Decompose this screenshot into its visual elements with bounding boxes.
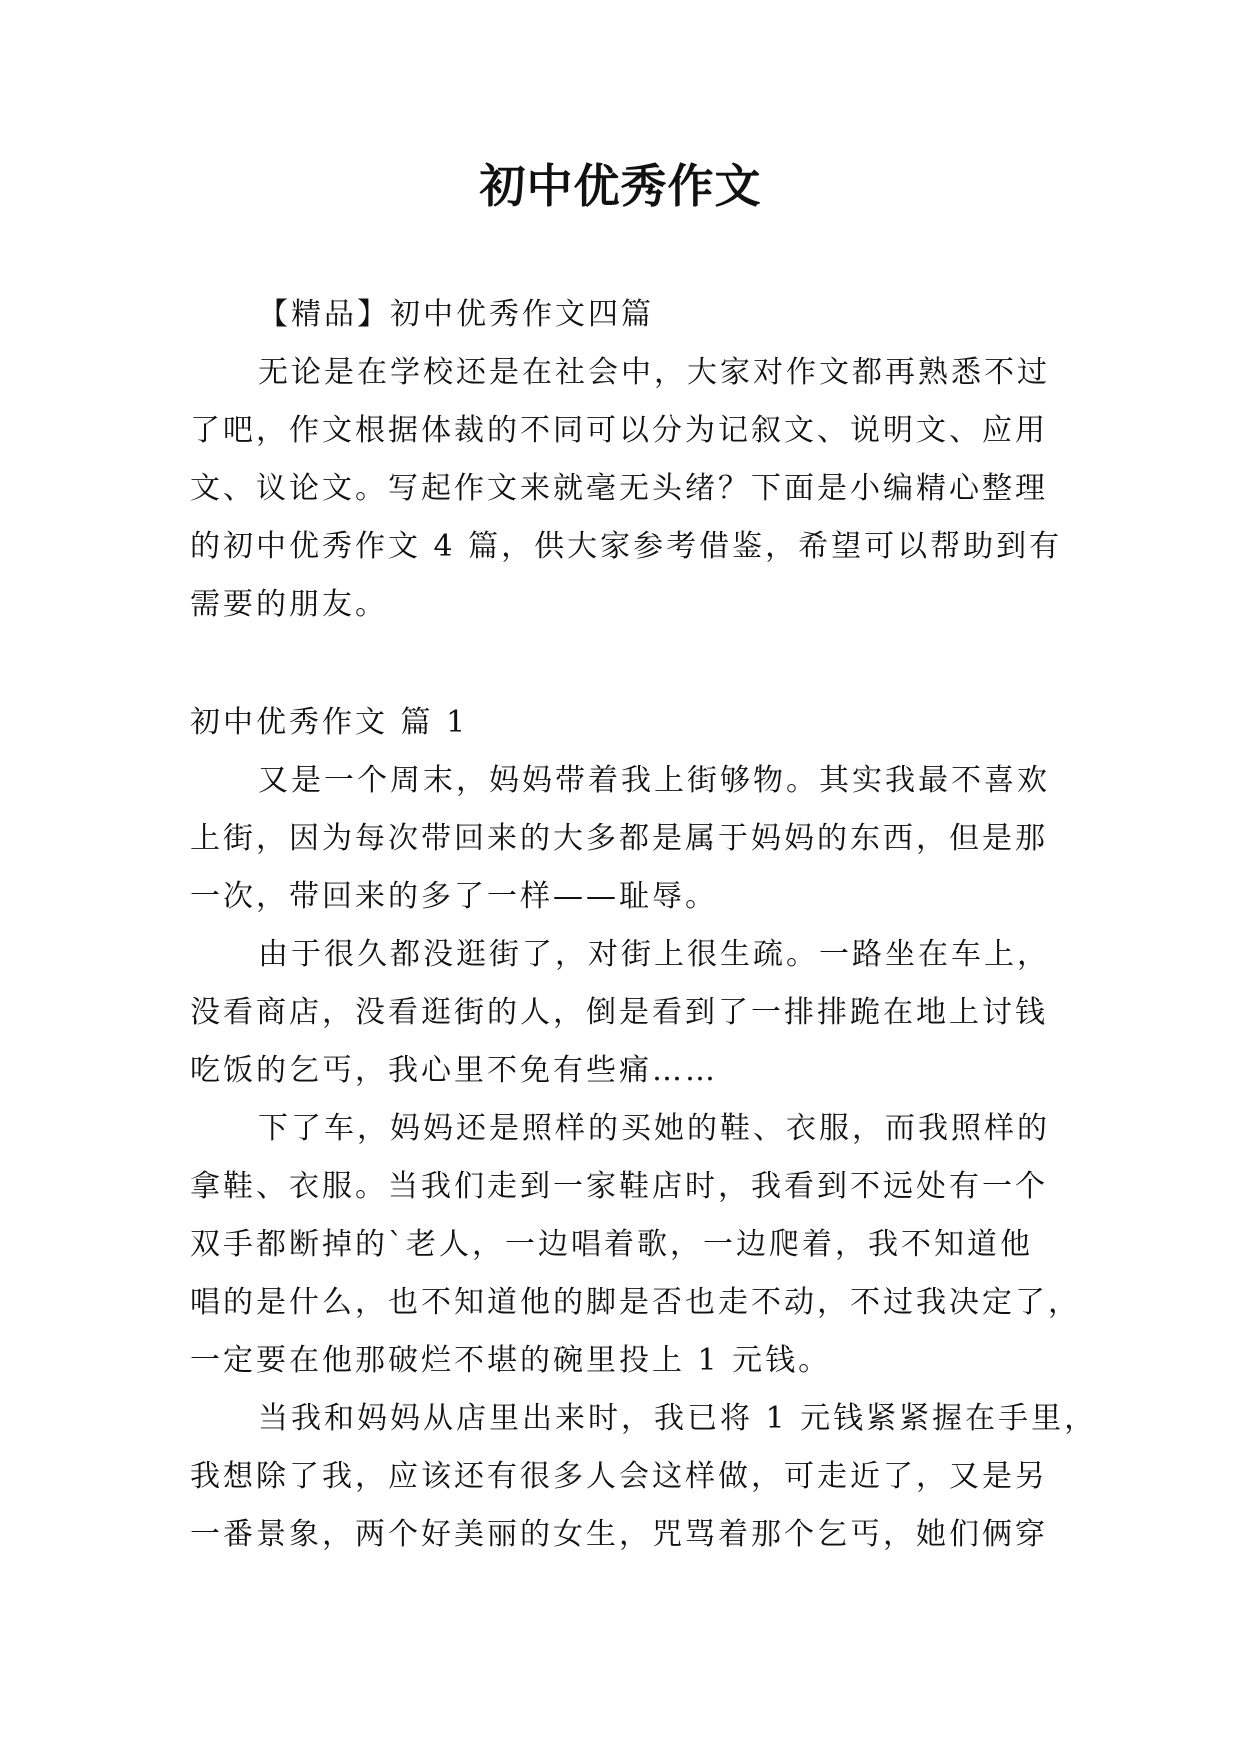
paragraph-line: 又是一个周末，妈妈带着我上街够物。其实我最不喜欢 [258, 763, 1050, 798]
paragraph-line: 一次，带回来的多了一样——耻辱。 [190, 879, 718, 914]
document-body [190, 286, 1098, 1564]
document-title: 初中优秀作文 [479, 159, 762, 213]
paragraph-line: 吃饭的乞丐，我心里不免有些痛…… [190, 1053, 718, 1088]
section-spacer [190, 634, 1060, 694]
intro-line: 的初中优秀作文 4 篇，供大家参考借鉴，希望可以帮助到有 [190, 529, 1063, 564]
paragraph-line: 由于很久都没逛街了，对街上很生疏。一路坐在车上， [258, 937, 1050, 972]
paragraph-line: 当我和妈妈从店里出来时，我已将 1 元钱紧紧握在手里， [258, 1401, 1098, 1436]
paragraph-line: 一定要在他那破烂不堪的碗里投上 1 元钱。 [190, 1343, 832, 1378]
paragraph-line: 上街，因为每次带回来的大多都是属于妈妈的东西，但是那 [190, 821, 1048, 856]
paragraph-line: 下了车，妈妈还是照样的买她的鞋、衣服，而我照样的 [258, 1111, 1050, 1146]
document-subtitle: 【精品】初中优秀作文四篇 [258, 297, 654, 332]
paragraph-line: 没看商店，没看逛街的人，倒是看到了一排排跪在地上讨钱 [190, 995, 1048, 1030]
intro-line: 了吧，作文根据体裁的不同可以分为记叙文、说明文、应用 [190, 413, 1048, 448]
paragraph-line: 双手都断掉的`老人，一边唱着歌，一边爬着，我不知道他 [190, 1227, 1033, 1262]
intro-line: 无论是在学校还是在社会中，大家对作文都再熟悉不过 [258, 355, 1050, 390]
paragraph-line: 拿鞋、衣服。当我们走到一家鞋店时，我看到不远处有一个 [190, 1169, 1048, 1204]
paragraph-line: 一番景象，两个好美丽的女生，咒骂着那个乞丐，她们俩穿 [190, 1517, 1048, 1552]
paragraph-line: 唱的是什么，也不知道他的脚是否也走不动，不过我决定了， [190, 1285, 1081, 1320]
section-heading: 初中优秀作文 篇 1 [190, 705, 469, 740]
intro-line: 文、议论文。写起作文来就毫无头绪？下面是小编精心整理 [190, 471, 1048, 506]
intro-line: 需要的朋友。 [190, 587, 388, 622]
paragraph-line: 我想除了我，应该还有很多人会这样做，可走近了，又是另 [190, 1459, 1048, 1494]
